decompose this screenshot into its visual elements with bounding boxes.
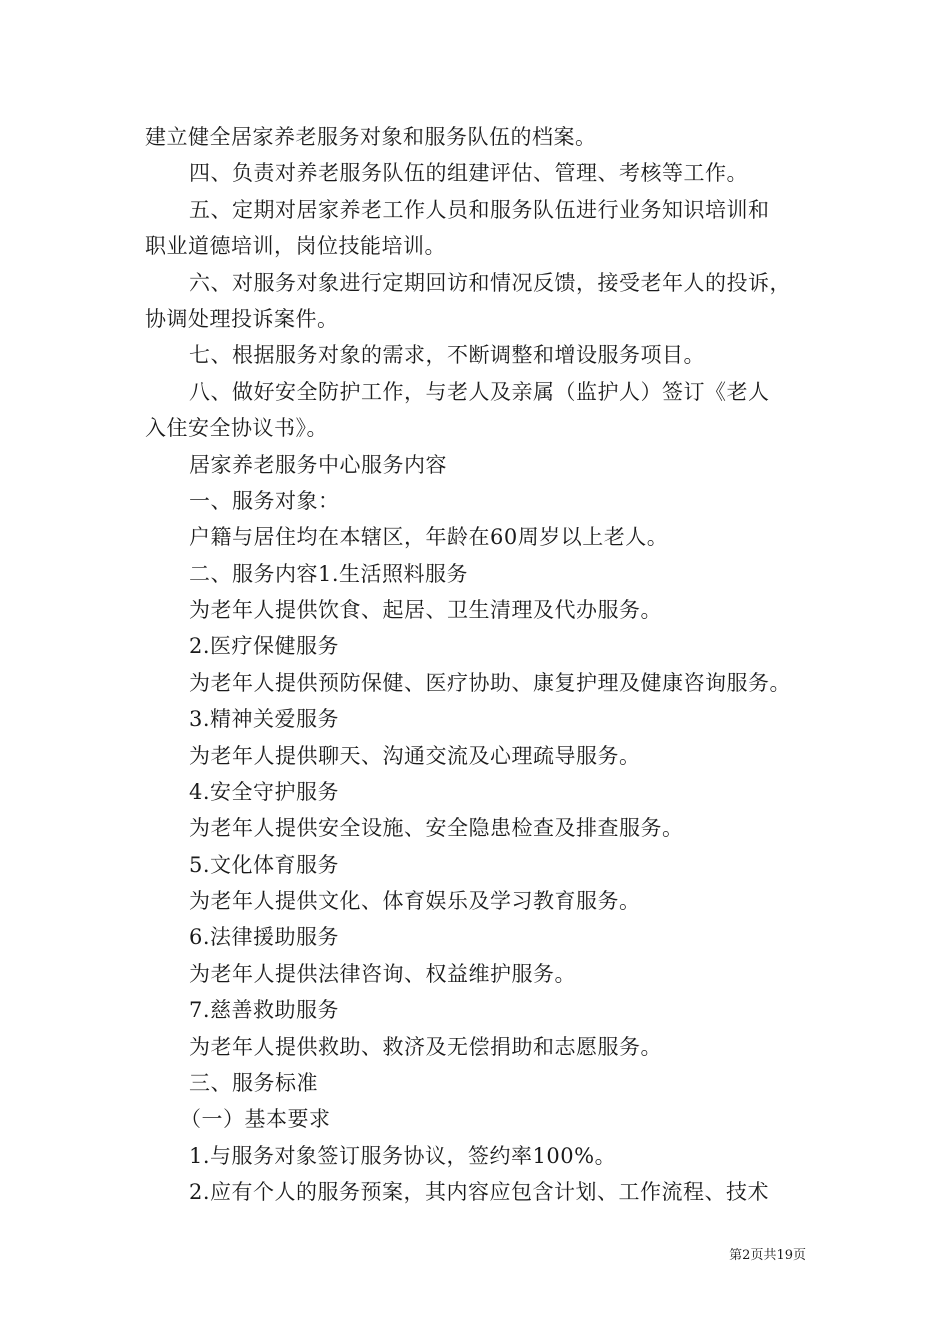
text-line: （一）基本要求 (180, 1107, 331, 1131)
text-line: 四、负责对养老服务队伍的组建评估、管理、考核等工作。 (189, 161, 748, 185)
text-line: 5.文化体育服务 (189, 853, 340, 877)
text-line: 3.精神关爱服务 (189, 707, 340, 731)
text-line: 2.医疗保健服务 (189, 634, 340, 658)
text-line: 为老年人提供文化、体育娱乐及学习教育服务。 (189, 889, 641, 913)
text-line: 为老年人提供预防保健、医疗协助、康复护理及健康咨询服务。 (189, 671, 791, 695)
text-line: 五、定期对居家养老工作人员和服务队伍进行业务知识培训和 (189, 198, 770, 222)
text-line: 八、做好安全防护工作，与老人及亲属（监护人）签订《老人 (189, 380, 770, 404)
text-line: 建立健全居家养老服务对象和服务队伍的档案。 (145, 125, 597, 149)
text-line: 二、服务内容1.生活照料服务 (189, 562, 469, 586)
text-line: 一、服务对象： (189, 489, 340, 513)
text-line: 1.与服务对象签订服务协议，签约率100%。 (189, 1144, 617, 1168)
text-line: 职业道德培训，岗位技能培训。 (145, 234, 446, 258)
text-line: 三、服务标准 (189, 1071, 318, 1095)
section-title: 居家养老服务中心服务内容 (189, 453, 447, 477)
text-line: 入住安全协议书》。 (145, 416, 328, 440)
text-line: 协调处理投诉案件。 (145, 307, 339, 331)
text-line: 为老年人提供安全设施、安全隐患检查及排查服务。 (189, 816, 684, 840)
text-line: 2.应有个人的服务预案，其内容应包含计划、工作流程、技术 (189, 1180, 770, 1204)
text-line: 为老年人提供救助、救济及无偿捐助和志愿服务。 (189, 1035, 662, 1059)
text-line: 为老年人提供法律咨询、权益维护服务。 (189, 962, 576, 986)
text-line: 7.慈善救助服务 (189, 998, 340, 1022)
text-line: 户籍与居住均在本辖区，年龄在60周岁以上老人。 (189, 525, 669, 549)
page-indicator: 第2页共19页 (729, 1248, 806, 1263)
text-line: 6.法律援助服务 (189, 925, 340, 949)
text-line: 为老年人提供聊天、沟通交流及心理疏导服务。 (189, 744, 641, 768)
text-line: 六、对服务对象进行定期回访和情况反馈，接受老年人的投诉， (189, 271, 791, 295)
text-line: 七、根据服务对象的需求，不断调整和增设服务项目。 (189, 343, 705, 367)
text-line: 4.安全守护服务 (189, 780, 340, 804)
text-line: 为老年人提供饮食、起居、卫生清理及代办服务。 (189, 598, 662, 622)
